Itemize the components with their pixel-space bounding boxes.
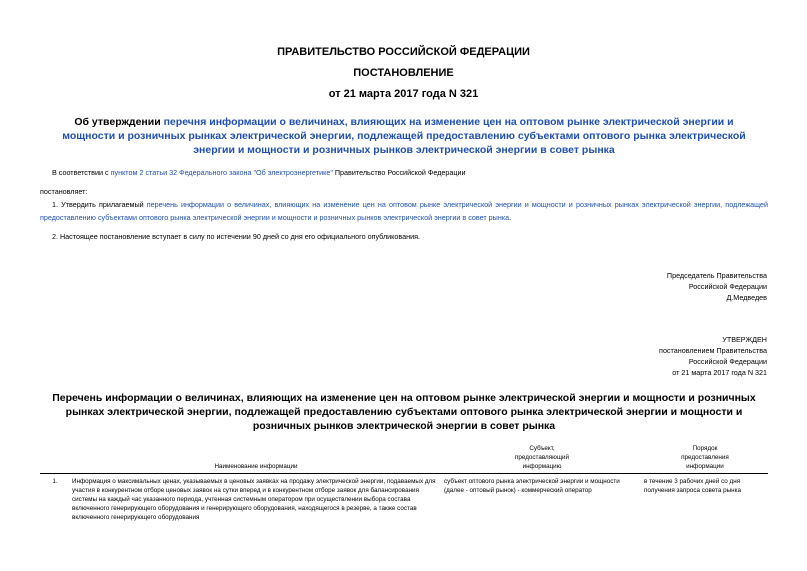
item-1-paragraph bbox=[40, 198, 768, 224]
basis-suffix: Правительство Российской Федерации bbox=[332, 168, 466, 177]
item-1-prefix: 1. Утвердить прилагаемый bbox=[52, 200, 147, 209]
resolves-text: постановляет: bbox=[40, 187, 88, 196]
authority-heading: ПРАВИТЕЛЬСТВО РОССИЙСКОЙ ФЕДЕРАЦИИ bbox=[277, 46, 530, 58]
approved-by: постановлением Правительства bbox=[659, 346, 767, 355]
row-num: 1. bbox=[52, 478, 58, 485]
approved-block bbox=[659, 334, 767, 378]
signature-block bbox=[667, 270, 767, 303]
approved-date: от 21 марта 2017 года N 321 bbox=[672, 368, 767, 377]
signature-name: Д.Медведев bbox=[726, 293, 767, 302]
item-1-suffix: . bbox=[509, 213, 512, 222]
law-link[interactable]: пунктом 2 статьи 32 Федерального закона "Об электроэнергетике" bbox=[110, 168, 333, 177]
title-prefix: Об утверждении bbox=[74, 116, 164, 128]
document-title bbox=[52, 115, 756, 157]
row-subject: субъект оптового рынка электрической энергии и мощности (далее - оптовый рынок) - коммерческий оператор bbox=[444, 478, 620, 494]
basis-paragraph bbox=[52, 167, 466, 178]
approved-heading: УТВЕРЖДЕН bbox=[722, 335, 767, 344]
table-row bbox=[40, 474, 768, 523]
approved-org: Российской Федерации bbox=[688, 357, 767, 366]
document-date-number: от 21 марта 2017 года N 321 bbox=[328, 88, 479, 100]
list-link[interactable]: перечень информации о величинах, влияющих на изменение цен на оптовом рынке электрической энергии и мощности и розничных рынках электрической энергии, подлежащей предоставлению субъектами оптового рынка электрической энергии и мощности и розничных рынков электрической энергии в совет рынка bbox=[40, 200, 768, 222]
document-type-heading: ПОСТАНОВЛЕНИЕ bbox=[353, 67, 454, 79]
item-2-paragraph: 2. Настоящее постановление вступает в силу по истечении 90 дней со дня его официального опубликования. bbox=[52, 232, 420, 241]
header-subject: Субъект, предоставляющий информацию bbox=[442, 444, 642, 474]
list-title: Перечень информации о величинах, влияющих на изменение цен на оптовом рынке электрической энергии и мощности и розничных рынках электрической энергии, подлежащей предоставлению субъектами оптового рынка электрической энергии и мощности и розничных рынков электрической энергии в совет рынка bbox=[52, 392, 756, 432]
header-info-name: Наименование информации bbox=[70, 444, 442, 474]
info-table bbox=[40, 444, 768, 522]
header-order: Порядок предоставления информации bbox=[642, 444, 768, 474]
title-link[interactable]: перечня информации о величинах, влияющих на изменение цен на оптовом рынке электрической энергии и мощности и розничных рынках электрической энергии, подлежащей предоставлению субъектами оптового рынка электрической энергии и мощности и розничных рынков электрической энергии в совет рынка bbox=[62, 116, 746, 156]
signature-position: Председатель Правительства bbox=[666, 271, 767, 280]
basis-prefix: В соответствии с bbox=[52, 168, 111, 177]
row-order: в течение 3 рабочих дней со дня получения запроса совета рынка bbox=[644, 478, 741, 494]
table-header-row bbox=[40, 444, 768, 474]
signature-org: Российской Федерации bbox=[688, 282, 767, 291]
header-num bbox=[40, 444, 70, 474]
row-info: Информация о максимальных ценах, указываемых в ценовых заявках на продажу электрической энергии, подаваемых для участия в конкурентном отборе ценовых заявок на сутки вперед и в конкурентном отборе заявок для балансирования системы на каждый час указанного периода, учтенная системным оператором при осуществлении выбора состава включенного генерирующего оборудования и генерирующего оборудования, находящегося в резерве, а также состав включенного генерирующего оборудования bbox=[72, 478, 436, 521]
